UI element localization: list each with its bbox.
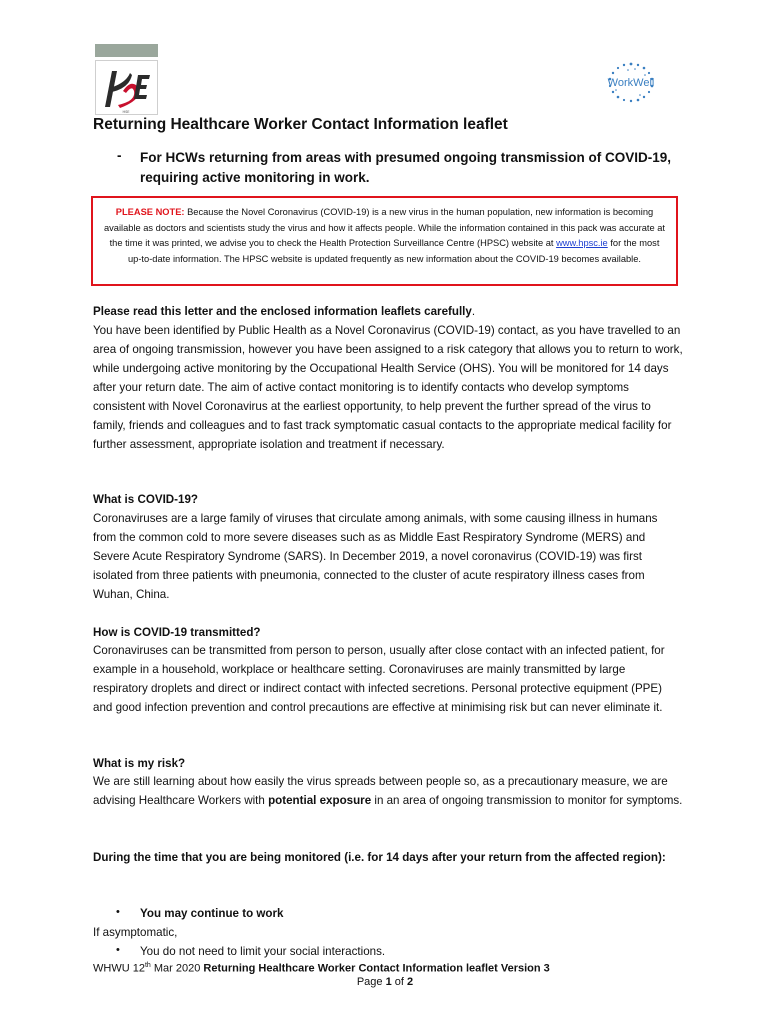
page-current: 1 [385,976,392,988]
footer-line [93,962,550,975]
logo-color-bar [95,44,158,57]
workwell-logo [600,60,662,104]
note-text-after: for the most up-to-date information. The HPSC website is updated frequently as new information about the COVID-19 becomes available. [128,238,660,264]
risk-text-after: in an area of ongoing transmission to monitor for symptoms. [371,794,683,807]
note-label: PLEASE NOTE: [115,207,185,217]
bullet-glyph: • [116,944,120,956]
page-number [0,976,770,988]
document-subtitle: For HCWs returning from areas with presumed ongoing transmission of COVID-19, requiring active monitoring in work. [140,150,672,185]
footer-title: Returning Healthcare Worker Contact Information leaflet Version 3 [203,962,550,975]
footer-date-rest: Mar 2020 [150,962,204,975]
risk-text [93,772,683,810]
risk-text-bold: potential exposure [268,794,372,807]
page-label: Page [356,976,386,988]
bullet-social-interactions: You do not need to limit your social interactions. [140,945,386,958]
intro-lead-end: . [471,305,476,318]
what-is-text: Coronaviruses are a large family of viruses that circulate among animals, with some causing illness in humans from the common cold to more severe diseases such as as Middle East Respiratory Syndrome (MERS) and Severe Acute Respiratory Syndrome (SARS). In December 2019, a novel coronavirus (COVID-19) was first isolated from three patients with pneumonia, connected to the cluster of acute respiratory illness cases from Wuhan, China. [93,512,658,601]
bullet-continue-work: You may continue to work [140,907,284,920]
if-asymptomatic-text: If asymptomatic, [93,926,178,939]
page-total: 2 [407,976,414,988]
what-is-heading: What is COVID-19? [93,493,199,506]
monitoring-heading: During the time that you are being monitored (i.e. for 14 days after your return from the affected region): [93,851,666,864]
intro-paragraph [93,302,683,454]
page-of: of [391,976,408,988]
note-text-before: Because the Novel Coronavirus (COVID-19) is a new virus in the human population, new information is becoming available as doctors and scientists study the virus and how it affects people. While the information contained in this pack was accurate at the time it was printed, we advise you to check the Health Protection Surveillance Centre (HPSC) website at [103,207,666,249]
intro-text-b: COVID-19) contact, as you have travelled to an area of ongoing transmission, however you have been assigned to a risk category that allows you to return to work, while undergoing active monitoring by the Occupational Health Service (OHS). You will be monitored for 14 days after your return date. The aim of active contact monitoring is to identify contacts who develop symptoms consistent with Novel Coronavirus at the earliest opportunity, to help prevent the further spread of the virus to family, friends and colleagues and to fast track symptomatic casual contacts to the appropriate medical facility for further assessment, appropriate isolation and treatment if necessary. [93,324,683,451]
transmission-heading: How is COVID-19 transmitted? [93,626,261,639]
risk-heading: What is my risk? [93,757,186,770]
subtitle-dash: - [117,148,122,163]
risk-text-before: We are still learning about how easily the virus spreads between people so, as a precautionary measure, we are advising Healthcare Workers with [93,775,668,807]
hse-logo [95,60,158,115]
transmission-text: Coronaviruses can be transmitted from person to person, usually after close contact with an infected patient, for example in a household, workplace or healthcare setting. Coronaviruses are mainly transmitted by large respiratory droplets and direct or indirect contact with infected secretions. Personal protective equipment (PPE) and good infection prevention and control precautions are effective at minimising risk but can never eliminate it. [93,644,665,714]
document-title: Returning Healthcare Worker Contact Information leaflet [93,116,508,133]
please-note-box [91,196,678,286]
hpsc-link[interactable]: www.hpsc.ie [556,238,608,249]
intro-lead: Please read this letter and the enclosed information leaflets carefully [93,305,472,318]
workwell-logo-text: WorkWell [607,77,655,89]
footer-prefix: WHWU 12 [93,962,145,975]
intro-text-a: You have been identified by Public Health as a Novel Coronavirus ( [93,324,438,337]
bullet-glyph: • [116,906,120,918]
footer-sup: th [144,962,151,969]
hse-logo-text: HSE [122,110,130,114]
